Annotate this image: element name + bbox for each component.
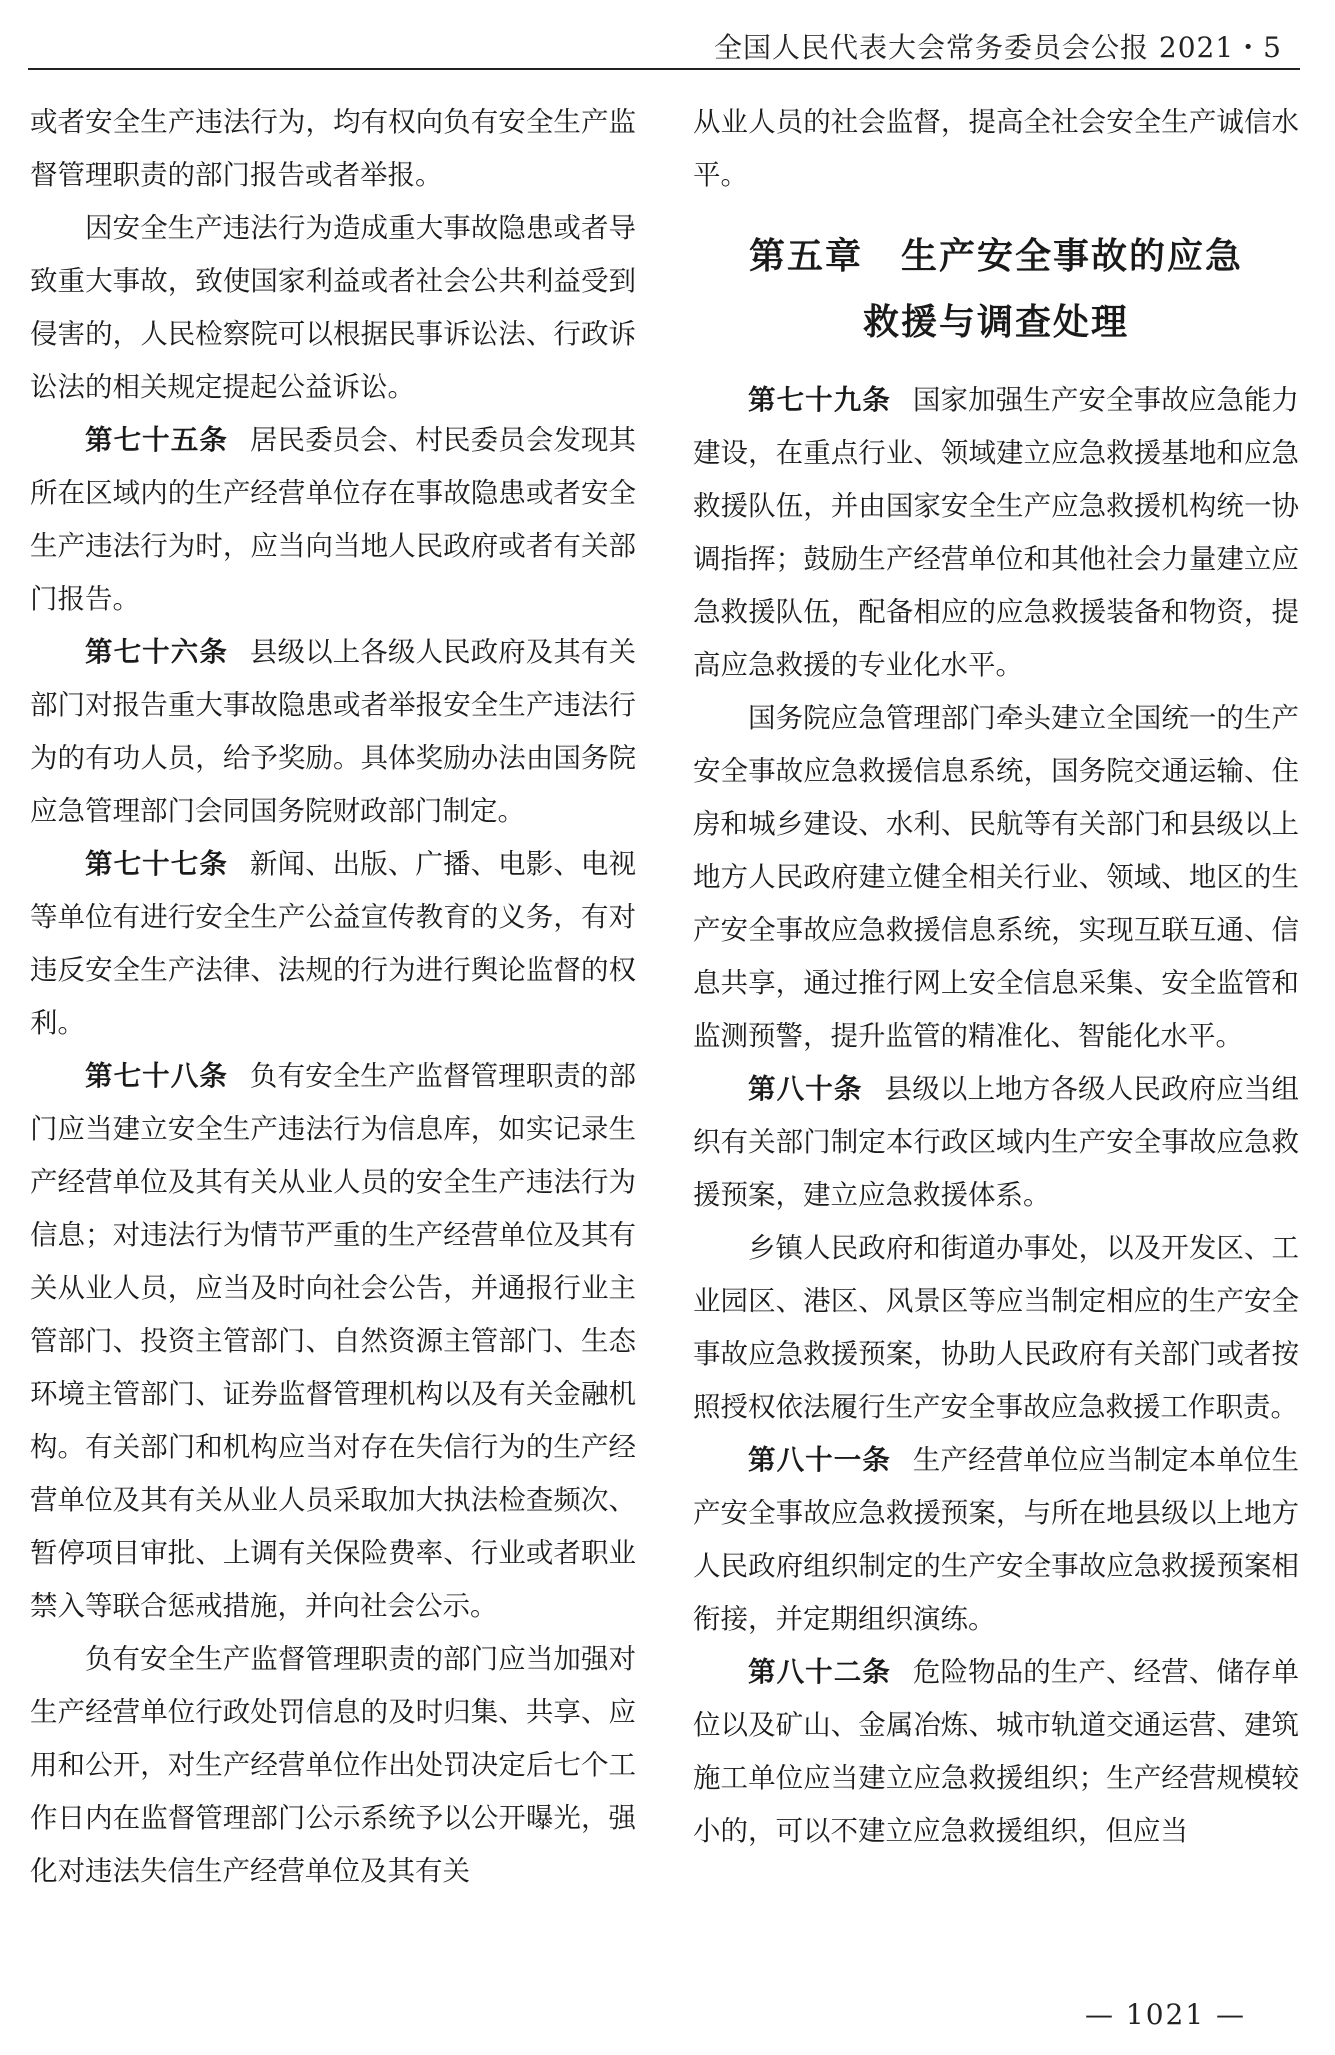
paragraph: [693, 1646, 1299, 1858]
page-header: [28, 20, 1300, 70]
paragraph-text: 危险物品的生产、经营、储存单位以及矿山、金属冶炼、城市轨道交通运营、建筑施工单位应当建立应急救援组织；生产经营规模较小的，可以不建立应急救援组织，但应当: [693, 1656, 1300, 1847]
paragraph-text: 新闻、出版、广播、电影、电视等单位有进行安全生产公益宣传教育的义务，有对违反安全生产法律、法规的行为进行舆论监督的权利。: [30, 848, 637, 1039]
paragraph: [693, 374, 1299, 692]
paragraph: [30, 1633, 636, 1898]
paragraph: [693, 96, 1299, 202]
paragraph-text: 县级以上各级人民政府及其有关部门对报告重大事故隐患或者举报安全生产违法行为的有功人员，给予奖励。具体奖励办法由国务院应急管理部门会同国务院财政部门制定。: [30, 636, 637, 827]
paragraph: [30, 414, 636, 626]
paragraph-text: 县级以上地方各级人民政府应当组织有关部门制定本行政区域内生产安全事故应急救援预案，建立应急救援体系。: [693, 1073, 1300, 1211]
paragraph-text: 国务院应急管理部门牵头建立全国统一的生产安全事故应急救援信息系统，国务院交通运输、住房和城乡建设、水利、民航等有关部门和县级以上地方人民政府建立健全相关行业、领域、地区的生产安全事故应急救援信息系统，实现互联互通、信息共享，通过推行网上安全信息采集、安全监管和监测预警，提升监管的精准化、智能化水平。: [693, 702, 1299, 1052]
journal-title: 全国人民代表大会常务委员会公报 2021・5: [714, 31, 1282, 64]
article-number: 第七十五条: [85, 424, 228, 456]
left-column: [30, 96, 636, 1898]
paragraph-text: 乡镇人民政府和街道办事处，以及开发区、工业园区、港区、风景区等应当制定相应的生产安全事故应急救援预案，协助人民政府有关部门或者按照授权依法履行生产安全事故应急救援工作职责。: [693, 1232, 1299, 1423]
chapter-heading: [693, 224, 1299, 356]
article-number: 第七十九条: [748, 384, 891, 416]
paragraph-text: 从业人员的社会监督，提高全社会安全生产诚信水平。: [693, 106, 1299, 191]
right-column: [693, 96, 1299, 1858]
paragraph-text: 生产经营单位应当制定本单位生产安全事故应急救援预案，与所在地县级以上地方人民政府组织制定的生产安全事故应急救援预案相衔接，并定期组织演练。: [693, 1444, 1300, 1635]
paragraph-text: 或者安全生产违法行为，均有权向负有安全生产监督管理职责的部门报告或者举报。: [30, 106, 636, 191]
paragraph-text: 因安全生产违法行为造成重大事故隐患或者导致重大事故，致使国家利益或者社会公共利益受到侵害的，人民检察院可以根据民事诉讼法、行政诉讼法的相关规定提起公益诉讼。: [30, 212, 636, 403]
paragraph: [30, 838, 636, 1050]
paragraph-text: 负有安全生产监督管理职责的部门应当建立安全生产违法行为信息库，如实记录生产经营单位及其有关从业人员的安全生产违法行为信息；对违法行为情节严重的生产经营单位及其有关从业人员，应当及时向社会公告，并通报行业主管部门、投资主管部门、自然资源主管部门、生态环境主管部门、证券监督管理机构以及有关金融机构。有关部门和机构应当对存在失信行为的生产经营单位及其有关从业人员采取加大执法检查频次、暂停项目审批、上调有关保险费率、行业或者职业禁入等联合惩戒措施，并向社会公示。: [30, 1060, 637, 1622]
paragraph: [30, 96, 636, 202]
paragraph-text: 国家加强生产安全事故应急能力建设，在重点行业、领域建立应急救援基地和应急救援队伍，并由国家安全生产应急救援机构统一协调指挥；鼓励生产经营单位和其他社会力量建立应急救援队伍，配备相应的应急救援装备和物资，提高应急救援的专业化水平。: [693, 384, 1300, 681]
article-number: 第八十二条: [748, 1656, 891, 1688]
article-number: 第八十一条: [748, 1444, 891, 1476]
page-number: — 1021 —: [1085, 1998, 1247, 2031]
article-number: 第七十六条: [85, 636, 228, 668]
article-number: 第八十条: [748, 1073, 863, 1105]
paragraph-text: 居民委员会、村民委员会发现其所在区域内的生产经营单位存在事故隐患或者安全生产违法行为时，应当向当地人民政府或者有关部门报告。: [30, 424, 637, 615]
paragraph-text: 负有安全生产监督管理职责的部门应当加强对生产经营单位行政处罚信息的及时归集、共享、应用和公开，对生产经营单位作出处罚决定后七个工作日内在监督管理部门公示系统予以公开曝光，强化对违法失信生产经营单位及其有关: [30, 1643, 636, 1887]
chapter-heading-line: 第五章 生产安全事故的应急: [748, 236, 1243, 277]
article-number: 第七十七条: [85, 848, 228, 880]
paragraph: [693, 1222, 1299, 1434]
paragraph: [693, 1434, 1299, 1646]
paragraph: [30, 1050, 636, 1633]
article-number: 第七十八条: [85, 1060, 228, 1092]
paragraph: [693, 692, 1299, 1063]
paragraph: [693, 1063, 1299, 1222]
chapter-heading-line: 救援与调查处理: [862, 302, 1129, 343]
paragraph: [30, 202, 636, 414]
paragraph: [30, 626, 636, 838]
